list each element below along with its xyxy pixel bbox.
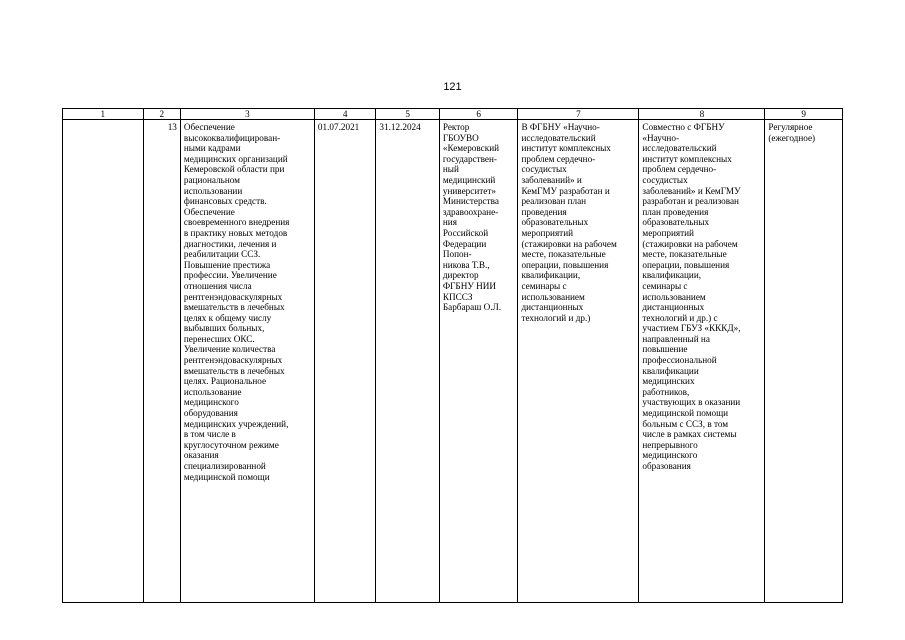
table-row [63, 120, 843, 603]
row-end-date: 31.12.2024 [376, 120, 439, 603]
column-number-5: 5 [376, 109, 439, 120]
column-number-4: 4 [314, 109, 375, 120]
row-implementation: Совместно с ФГБНУ «Научно- исследовательский институт комплексных проблем сердечно- сосудистых заболеваний» и КемГМУ разработан и реализован план проведения образовательных мероприятий (стажировки на рабочем месте, показательные операции, повышения квалификации, семинары с использованием дистанционных технологий и др.) с участием ГБУЗ «КККД», направленный на повышение профессиональной квалификации медицинских работников, участвующих в оказании медицинской помощи больным с ССЗ, в том числе в рамках системы непрерывного медицинского образования [639, 120, 765, 603]
table-header-row [63, 109, 843, 120]
column-number-1: 1 [63, 109, 144, 120]
row-frequency: Регулярное (ежегодное) [765, 120, 843, 603]
column-number-9: 9 [765, 109, 843, 120]
row-item-number: 13 [143, 120, 180, 603]
row-responsible: Ректор ГБОУВО «Кемеровский государствен- ный медицинский университет» Министерства здравоохране- ния Российской Федерации Попон- никова Т.В., директор ФГБНУ НИИ КПССЗ Барбараш О.Л. [439, 120, 518, 603]
column-number-8: 8 [639, 109, 765, 120]
column-number-7: 7 [518, 109, 639, 120]
row-start-date: 01.07.2021 [314, 120, 375, 603]
row-cell-empty [63, 120, 144, 603]
column-number-6: 6 [439, 109, 518, 120]
page-number: 121 [443, 81, 462, 93]
row-description: Обеспечение высококвалифицирован- ными кадрами медицинских организаций Кемеровской области при рациональном использовании финансовых средств. Обеспечение своевременного внедрения в практику новых методов диагностики, лечения и реабилитации ССЗ. Повышение престижа профессии. Увеличение отношения числа рентгенэндоваскулярных вмешательств в лечебных целях к общему числу выбывших больных, перенесших ОКС. Увеличение количества рентгенэндоваскулярных вмешательств в лечебных целях. Рациональное использование медицинского оборудования медицинских учреждений, в том числе в круглосуточном режиме оказания специализированной медицинской помощи [180, 120, 314, 603]
row-result: В ФГБНУ «Научно- исследовательский институт комплексных проблем сердечно- сосудистых заболеваний» и КемГМУ разработан и реализован план проведения образовательных мероприятий (стажировки на рабочем месте, показательные операции, повышения квалификации, семинары с использованием дистанционных технологий и др.) [518, 120, 639, 603]
plan-table [62, 108, 843, 603]
column-number-3: 3 [180, 109, 314, 120]
column-number-2: 2 [143, 109, 180, 120]
